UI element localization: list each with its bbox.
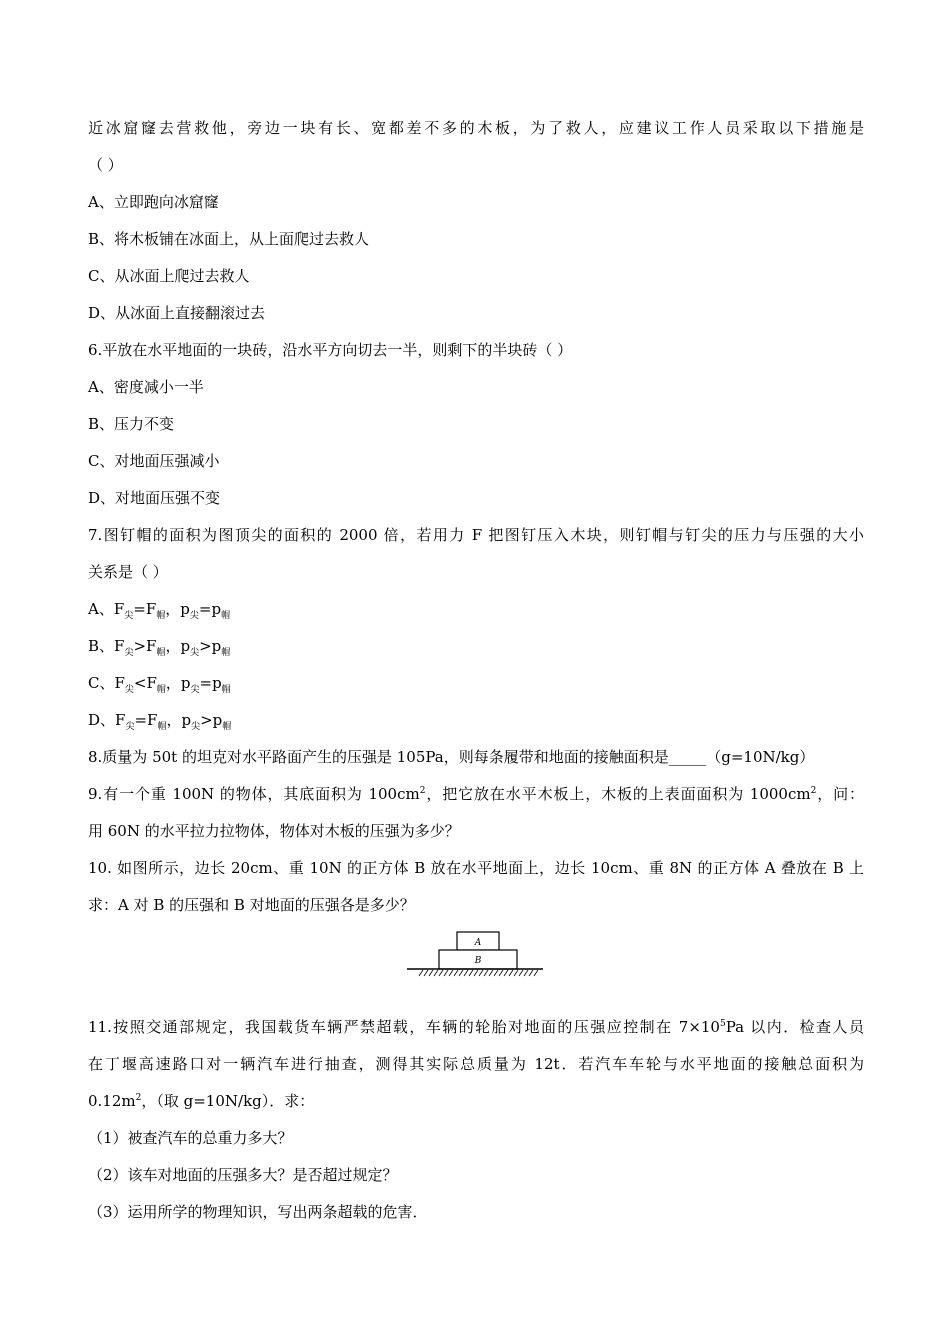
q7-option-d: D、$F_尖=F_帽$，$p_尖>p_帽$ xyxy=(88,711,232,732)
q5-option-b: B、将木板铺在冰面上，从上面爬过去救人 xyxy=(88,230,370,248)
q7-stem-line1: 7.图钉帽的面积为图顶尖的面积的 2000 倍，若用力 F 把图钉压入木块，则钉帽与钉尖的压力与压强的大小 xyxy=(88,526,864,544)
q11-part-1: （1）被查汽车的总重力多大？ xyxy=(88,1129,293,1147)
q9-stem-line1: 9.有一个重 100N 的物体，其底面积为 $100cm^2$，把它放在水平木板上，木板的上表面面积为 $1000cm^2$，问： xyxy=(88,785,864,803)
q7-option-a: A、$F_尖=F_帽$，$p_尖=p_帽$ xyxy=(88,600,231,621)
q6-option-c: C、对地面压强减小 xyxy=(88,452,220,470)
block-a-label: A xyxy=(474,938,482,948)
q11-part-2: （2）该车对地面的压强多大？是否超过规定？ xyxy=(88,1166,398,1184)
q5-stem-line1: 近冰窟窿去营救他，旁边一块有长、宽都差不多的木板，为了救人，应建议工作人员采取以下措施是 xyxy=(88,119,864,137)
q11-stem-line1: 11.按照交通部规定，我国载货车辆严禁超载，车辆的轮胎对地面的压强应控制在 $7\times 10^5Pa$ 以内．检查人员 xyxy=(88,1018,864,1036)
q5-option-d: D、从冰面上直接翻滚过去 xyxy=(88,304,266,322)
q9-stem-line2: 用 60N 的水平拉力拉物体，物体对木板的压强为多少？ xyxy=(88,822,460,840)
block-b-label: B xyxy=(474,956,482,966)
q6-option-b: B、压力不变 xyxy=(88,415,175,433)
q8-stem: 8.质量为 50t 的坦克对水平路面产生的压强是 105Pa，则每条履带和地面的接触面积是_____（g=10N/kg） xyxy=(88,748,815,766)
q11-stem-line2: 在丁堰高速路口对一辆汽车进行抽查，测得其实际总质量为 12t．若汽车车轮与水平地面的接触总面积为 xyxy=(88,1055,864,1073)
q7-stem-line2: 关系是（ ） xyxy=(88,563,168,581)
q6-option-d: D、对地面压强不变 xyxy=(88,489,221,507)
q7-option-b: B、$F_尖>F_帽$，$p_尖>p_帽$ xyxy=(88,637,231,658)
q5-option-c: C、从冰面上爬过去救人 xyxy=(88,267,250,285)
q6-option-a: A、密度减小一半 xyxy=(88,378,204,396)
q6-stem: 6.平放在水平地面的一块砖，沿水平方向切去一半，则剩下的半块砖（ ） xyxy=(88,341,573,359)
q10-stem-line1: 10. 如图所示，边长 20cm、重 10N 的正方体 B 放在水平地面上，边长 10cm、重 8N 的正方体 A 叠放在 B 上 xyxy=(88,859,864,877)
q10-blocks-figure xyxy=(405,928,545,980)
ground-hatching xyxy=(419,970,538,976)
q10-stem-line2: 求：A 对 B 的压强和 B 对地面的压强各是多少？ xyxy=(88,896,415,914)
q5-option-a: A、立即跑向冰窟窿 xyxy=(88,193,219,211)
q7-option-c: C、$F_尖<F_帽$，$p_尖=p_帽$ xyxy=(88,674,231,695)
q11-part-3: （3）运用所学的物理知识，写出两条超载的危害． xyxy=(88,1203,428,1221)
q11-stem-line3: $0.12m^2$，（取 g=10N/kg）．求： xyxy=(88,1092,315,1110)
q5-answer-blank: （ ） xyxy=(88,156,123,174)
